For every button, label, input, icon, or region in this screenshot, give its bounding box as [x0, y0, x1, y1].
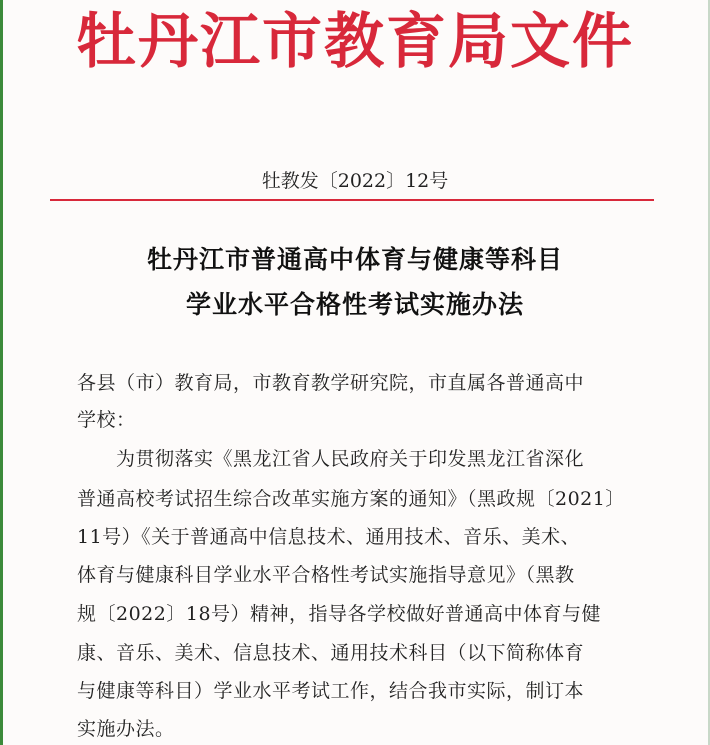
- document-title-line-2: 学业水平合格性考试实施办法: [185, 290, 524, 319]
- body-line-2: 普通高校考试招生综合改革实施方案的通知》（黑政规〔2021〕: [77, 488, 625, 510]
- document-title-line-1: 牡丹江市普通高中体育与健康等科目: [146, 245, 563, 274]
- addressee-line-1: 各县（市）教育局，市教育教学研究院，市直属各普通高中: [77, 372, 585, 394]
- body-line-8: 实施办法。: [77, 718, 175, 740]
- body-line-4: 体育与健康科目学业水平合格性考试实施指导意见》（黑教: [77, 564, 575, 586]
- addressee-line-2: 学校：: [77, 409, 136, 431]
- body-line-1: 为贯彻落实《黑龙江省人民政府关于印发黑龙江省深化: [77, 448, 585, 470]
- issuer-header-title: 牡丹江市教育局文件: [76, 7, 634, 77]
- body-line-7: 与健康等科目）学业水平考试工作，结合我市实际，制订本: [77, 680, 585, 702]
- body-line-6: 康、音乐、美术、信息技术、通用技术科目（以下简称体育: [77, 642, 585, 664]
- body-line-5: 规〔2022〕18号）精神，指导各学校做好普通高中体育与健: [77, 603, 602, 625]
- document-number: 牡教发〔2022〕12号: [261, 170, 449, 192]
- scan-left-edge: [0, 0, 3, 745]
- red-divider-line: [50, 199, 654, 201]
- body-line-3: 11号）《关于普通高中信息技术、通用技术、音乐、美术、: [77, 526, 581, 548]
